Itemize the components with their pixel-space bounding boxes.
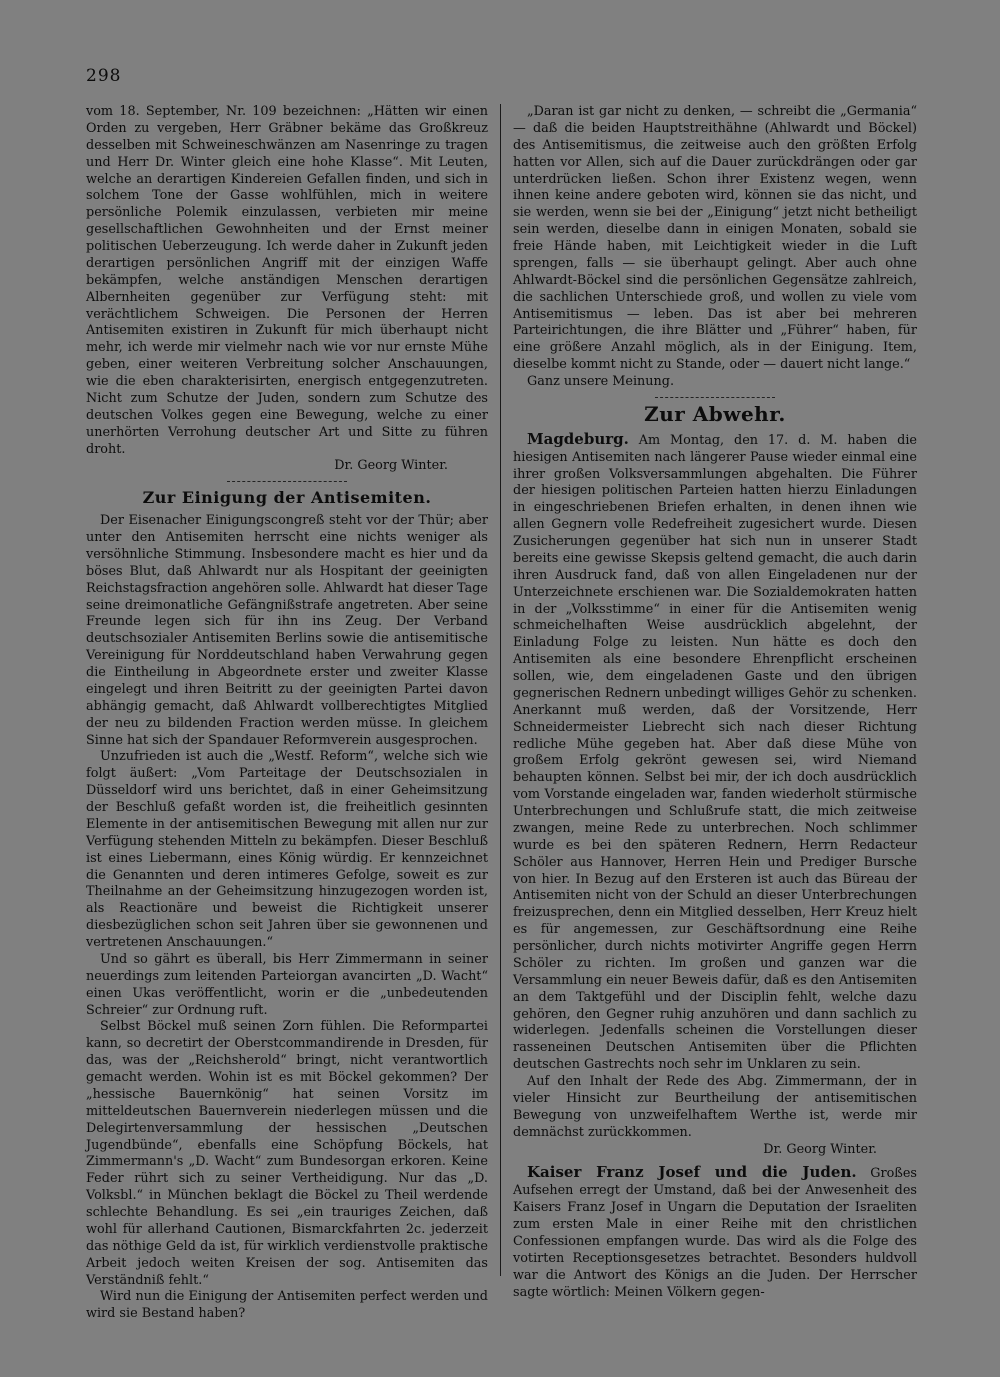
quote-followup: Ganz unsere Meinung. [527, 374, 675, 389]
intro-signature: Dr. Georg Winter. [334, 458, 448, 474]
paragraph: Am Montag, den 17. d. M. haben die hiesigen Antisemiten nach längerer Pause wieder einmal eine ihrer großen Volksversammlungen abgehalten. Die Führer der hiesigen politischen Parteien hatten hierzu Einladungen in eingeschriebenen Briefen erhalten, in denen ihnen wie allen Gegnern volle Redefreiheit zugesichert wurde. Diesen Zusicherungen gegenüber hat sich nun in unserer Stadt bereits eine gewisse Skepsis geltend gemacht, die auch darin ihren Ausdruck fand, daß von allen Eingeladenen nur der Unterzeichnete erschienen war. Die Sozialdemokraten hatten in der „Volksstimme“ in einer für die Antisemiten wenig schmeichelhaften Weise ausdrücklich abgelehnt, der Einladung Folge zu leisten. Nun hätte es doch den Antisemiten als eine besondere Ehrenpflicht erscheinen sollen, wie, dem eingeladenen Gaste und den übrigen gegnerischen Rednern unbedingt williges Gehör zu schenken. Anerkannt muß werden, daß der Vorsitzende, Herr Schneidermeister Liebrecht sich nach dieser Richtung redliche Mühe gegeben hat. Aber daß diese Mühe von großem Erfolg gekrönt gewesen sei, wird Niemand behaupten können. Selbst bei mir, der ich doch ausdrücklich vom Vorstande eingeladen war, fanden wiederholt stürmische Unterbrechungen und Schlußrufe statt, die mich zeitweise zwangen, meine Rede zu unterbrechen. Noch schlimmer wurde es bei den späteren Rednern, Herrn Redacteur Schöler aus Hannover, Herren Hein und Prediger Bursche von hier. In Bezug auf den Ersteren ist auch das Büreau der Antisemiten nicht von der Schuld an dieser Unterbrechungen freizusprechen, denn ein Mitglied desselben, Herr Kreuz hielt es für angemessen, zur Geschäftsordnung eine Reihe persönlicher, durch nichts motivirter Angriffe gegen Herrn Schöler zu richten. Im großen und ganzen war die Versammlung ein neuer Beweis dafür, daß es den Antisemiten an dem Taktgefühl und der Disciplin fehlt, welche dazu gehören, den Gegner ruhig anzuhören und dann sachlich zu widerlegen. Jedenfalls scheinen die Vorstellungen dieser rasseneinen Deutschen Antisemiten über die Pflichten deutschen Gastrechts noch sehr im Unklaren zu sein. [513, 432, 917, 1073]
column-divider [500, 104, 501, 1276]
runin-magdeburg: Magdeburg. [527, 429, 629, 448]
paragraph: Und so gährt es überall, bis Herr Zimmermann in seiner neuerdings zum leitenden Parteiorgan avancirten „D. Wacht“ einen Ukas veröffentlicht, worin er die „unbedeutenden Schreier“ zur Ordnung ruft. [86, 951, 488, 1018]
separator [227, 481, 347, 482]
paragraph: Unzufrieden ist auch die „Westf. Reform“, welche sich wie folgt äußert: „Vom Parteitage der Deutschsozialen in Düsseldorf wird uns berichtet, daß in einer Geheimsitzung der Beschluß gefaßt worden ist, die freiheitlich gesinnten Elemente in der antisemitischen Bewegung mit allen nur zur Verfügung stehenden Mitteln zu bekämpfen. Dieser Beschluß ist eines Liebermann, eines König würdig. Er kennzeichnet die Genannten und deren intimeres Gefolge, soweit es zur Theilnahme an der Geheimsitzung hinzugezogen worden ist, als Reactionäre und beweist die Richtigkeit unserer diesbezüglichen schon seit Jahren über sie gewonnenen und vertretenen Anschauungen.“ [86, 749, 488, 950]
paragraph: Der Eisenacher Einigungscongreß steht vor der Thür; aber unter den Antisemiten herrscht eine nichts weniger als versöhnliche Stimmung. Insbesondere macht es hier und da böses Blut, daß Ahlwardt nur als Hospitant der geeinigten Reichstagsfraction angehören solle. Ahlwardt hat dieser Tage seine dreimonatliche Gefängnißstrafe angetreten. Aber seine Freunde legen sich für ihn ins Zeug. Der Verband deutschsozialer Antisemiten Berlins sowie die antisemitische Vereinigung für Norddeutschland haben Verwahrung gegen die Eintheilung in Abgeordnete erster und zweiter Klasse eingelegt und ihren Beitritt zu der geeinigten Partei davon abhängig gemacht, daß Ahlwardt vollberechtigtes Mitglied der neu zu bildenden Fraction werden müsse. In gleichem Sinne hat sich der Spandauer Reformverein ausgesprochen. [86, 513, 488, 748]
section-heading-abwehr: Zur Abwehr. [644, 401, 786, 426]
paragraph: Wird nun die Einigung der Antisemiten perfect werden und wird sie Bestand haben? [86, 1289, 488, 1322]
left-column [86, 104, 488, 1323]
paragraph: Auf den Inhalt der Rede des Abg. Zimmermann, der in vieler Hinsicht zur Beurtheilung der antisemitischen Bewegung von unzweifelhaftem Werthe ist, werde mir demnächst zurückkommen. [513, 1074, 917, 1140]
right-column [513, 104, 917, 1301]
section-heading-einigung: Zur Einigung der Antisemiten. [142, 488, 432, 508]
runin-kaiser: Kaiser Franz Josef und die Juden. [527, 1163, 857, 1182]
quote-paragraph: „Daran ist gar nicht zu denken, — schreibt die „Germania“ — daß die beiden Hauptstreithähne (Ahlwardt und Böckel) des Antisemitismus, die zeitweise auch den größten Erfolg hatten vor Allen, sich auf die Dauer zurückdrängen oder gar unterdrücken ließen. Schon ihrer Existenz wegen, wenn ihnen keine andere geboten wird, können sie das nicht, und sie werden, wenn sie bei der „Einigung“ jetzt nicht betheiligt sein werden, dieselbe dann in einigen Monaten, sobald sie freie Hände haben, mit Leichtigkeit wieder in die Luft sprengen, falls — sie überhaupt gelingt. Aber auch ohne Ahlwardt-Böckel sind die persönlichen Gegensätze zahlreich, die sachlichen Unterschiede groß, und wollen zu viele vom Antisemitismus — leben. Das ist aber bei mehreren Parteirichtungen, die ihre Blätter und „Führer“ haben, für eine größere Anzahl möglich, als in der Einigung. Item, dieselbe kommt nicht zu Stande, oder — dauert nicht lange.“ [513, 104, 917, 373]
paragraph: Großes Aufsehen erregt der Umstand, daß bei der Anwesenheit des Kaisers Franz Josef in Ungarn die Deputation der Israeliten zum ersten Male in einer Reihe mit den christlichen Confessionen empfangen wurde. Das wird als die Folge des votirten Receptionsgesetzes betrachtet. Besonders huldvoll war die Antwort des Königs an die Juden. Der Herrscher sagte wörtlich: Meinen Völkern gegen- [513, 1166, 917, 1300]
page-number: 298 [86, 66, 122, 86]
paragraph: Selbst Böckel muß seinen Zorn fühlen. Die Reformpartei kann, so decretirt der Oberstcommandirende in Dresden, für das, was der „Reichsherold“ bringt, nicht verantwortlich gemacht werden. Wohin ist es mit Böckel gekommen? Der „hessische Bauernkönig“ hat seinen Vorsitz im mitteldeutschen Bauernverein niederlegen müssen und die Delegirtenversammlung der hessischen „Deutschen Jugendbünde“, ebenfalls eine Schöpfung Böckels, hat Zimmermann's „D. Wacht“ zum Bundesorgan erkoren. Keine Feder rührt sich zu seiner Vertheidigung. Nur das „D. Volksbl.“ in München beklagt die Böckel zu Theil werdende schlechte Behandlung. Es sei „ein trauriges Zeichen, daß wohl für allerhand Cautionen, Bismarckfahrten 2c. jederzeit das nöthige Geld da ist, für wirklich verdienstvolle praktische Arbeit jedoch weiten Kreisen der sog. Antisemiten das Verständniß fehlt.“ [86, 1019, 488, 1288]
intro-paragraph: vom 18. September, Nr. 109 bezeichnen: „Hätten wir einen Orden zu vergeben, Herr Gräbner bekäme das Großkreuz desselben mit Schweineschwänzen am Nasenringe zu tragen und Herr Dr. Winter gleich eine hohe Klasse“. Mit Leuten, welche an derartigen Kindereien Gefallen finden, und sich in solchem Tone der Gasse wohlfühlen, mich in weitere persönliche Polemik einzulassen, verbieten mir meine gesellschaftlichen Gewohnheiten und der Ernst meiner politischen Ueberzeugung. Ich werde daher in Zukunft jeden derartigen persönlichen Angriff mit der einzigen Waffe bekämpfen, welche anständigen Menschen derartigen Albernheiten gegenüber zur Verfügung steht: mit verächtlichem Schweigen. Die Personen der Herren Antisemiten existiren in Zukunft für mich überhaupt nicht mehr, ich werde mir vielmehr nach wie vor nur ernste Mühe geben, einer weiteren Verbreitung solcher Anschauungen, wie die eben charakterisirten, energisch entgegenzutreten. Nicht zum Schutze der Juden, sondern zum Schutze des deutschen Volkes gegen eine Bewegung, welche zu einer unerhörten Verrohung deutscher Art und Sitte zu führen droht. [86, 104, 488, 457]
section-signature: Dr. Georg Winter. [763, 1141, 877, 1157]
separator [655, 397, 775, 398]
